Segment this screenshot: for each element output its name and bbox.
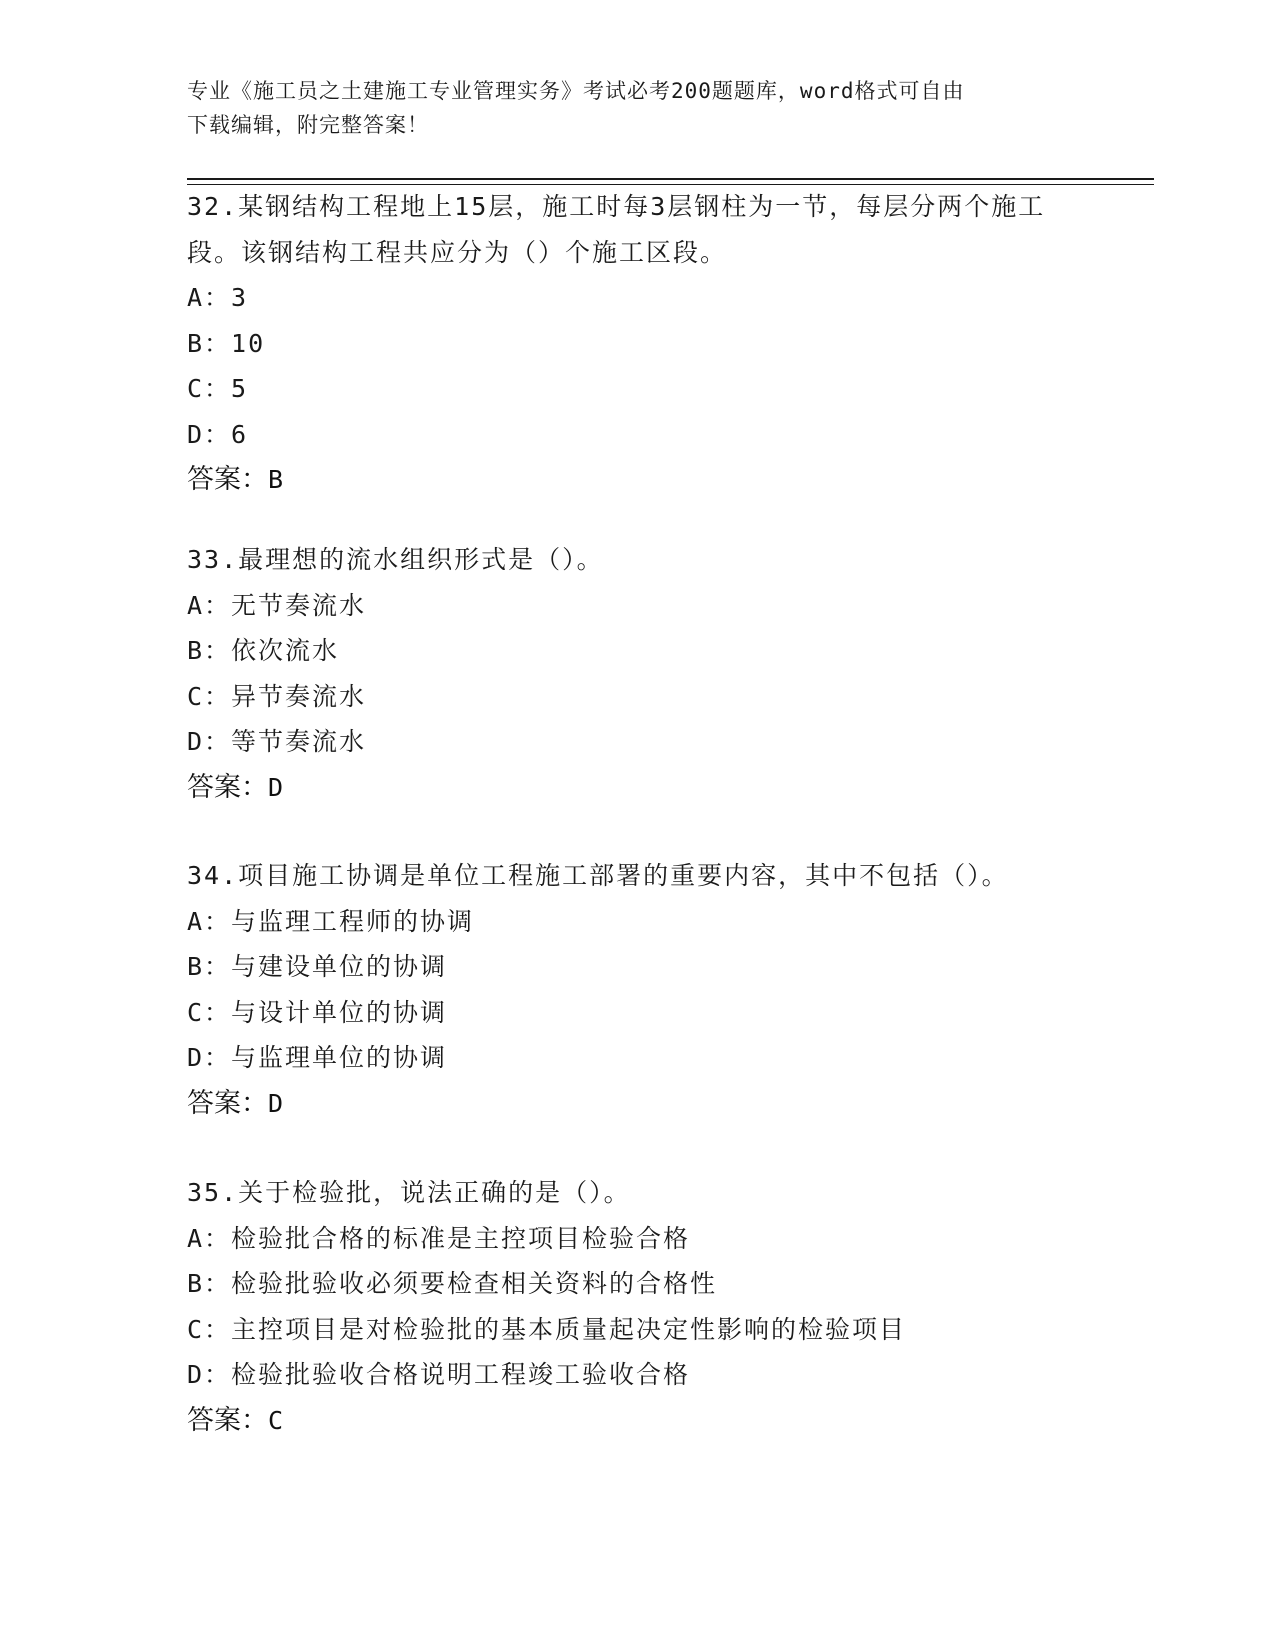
document-header [187,74,1087,142]
option-d: D：与监理单位的协调 [187,1043,448,1072]
answer-line [187,457,1087,503]
option-b: B：10 [187,328,266,358]
answer-line [187,1081,1087,1127]
answer-label: 答案： [187,464,268,495]
question-33 [187,537,1087,810]
option-d: D：等节奏流水 [187,727,367,756]
option-c: C：与设计单位的协调 [187,997,448,1027]
option-c: C：异节奏流水 [187,681,367,711]
option-a: A：无节奏流水 [187,590,367,620]
answer-label: 答案： [187,1087,268,1119]
answer-label: 答案： [187,771,268,803]
question-stem: 33.最理想的流水组织形式是（）。 [187,545,604,574]
answer-line [187,1398,1087,1444]
answer-value: B [268,465,284,494]
header-line-2: 下载编辑，附完整答案！ [187,113,429,137]
option-b: B：与建设单位的协调 [187,952,448,981]
header-line-1: 专业《施工员之土建施工专业管理实务》考试必考200题题库，word格式可自由 [187,79,965,103]
question-35 [187,1170,1087,1443]
question-stem: 32.某钢结构工程地上15层，施工时每3层钢柱为一节，每层分两个施工段。该钢结构工程共应分为（）个施工区段。 [187,192,1046,267]
header-divider-thick [187,178,1154,180]
answer-label: 答案： [187,1404,268,1436]
question-32 [187,184,1087,503]
answer-value: D [268,772,284,802]
option-b: B：检验批验收必须要检查相关资料的合格性 [187,1269,718,1298]
option-d: D：6 [187,419,249,449]
answer-value: C [268,1405,284,1435]
option-a: A：检验批合格的标准是主控项目检验合格 [187,1223,691,1253]
option-c: C：5 [187,374,249,403]
option-a: A：3 [187,283,249,312]
question-34 [187,853,1087,1126]
question-stem: 35.关于检验批，说法正确的是（）。 [187,1178,631,1207]
option-b: B：依次流水 [187,636,340,665]
option-d: D：检验批验收合格说明工程竣工验收合格 [187,1360,691,1389]
answer-line [187,765,1087,811]
answer-value: D [268,1088,284,1118]
question-stem: 34.项目施工协调是单位工程施工部署的重要内容，其中不包括（）。 [187,861,1009,890]
option-a: A：与监理工程师的协调 [187,906,475,936]
option-c: C：主控项目是对检验批的基本质量起决定性影响的检验项目 [187,1314,907,1344]
